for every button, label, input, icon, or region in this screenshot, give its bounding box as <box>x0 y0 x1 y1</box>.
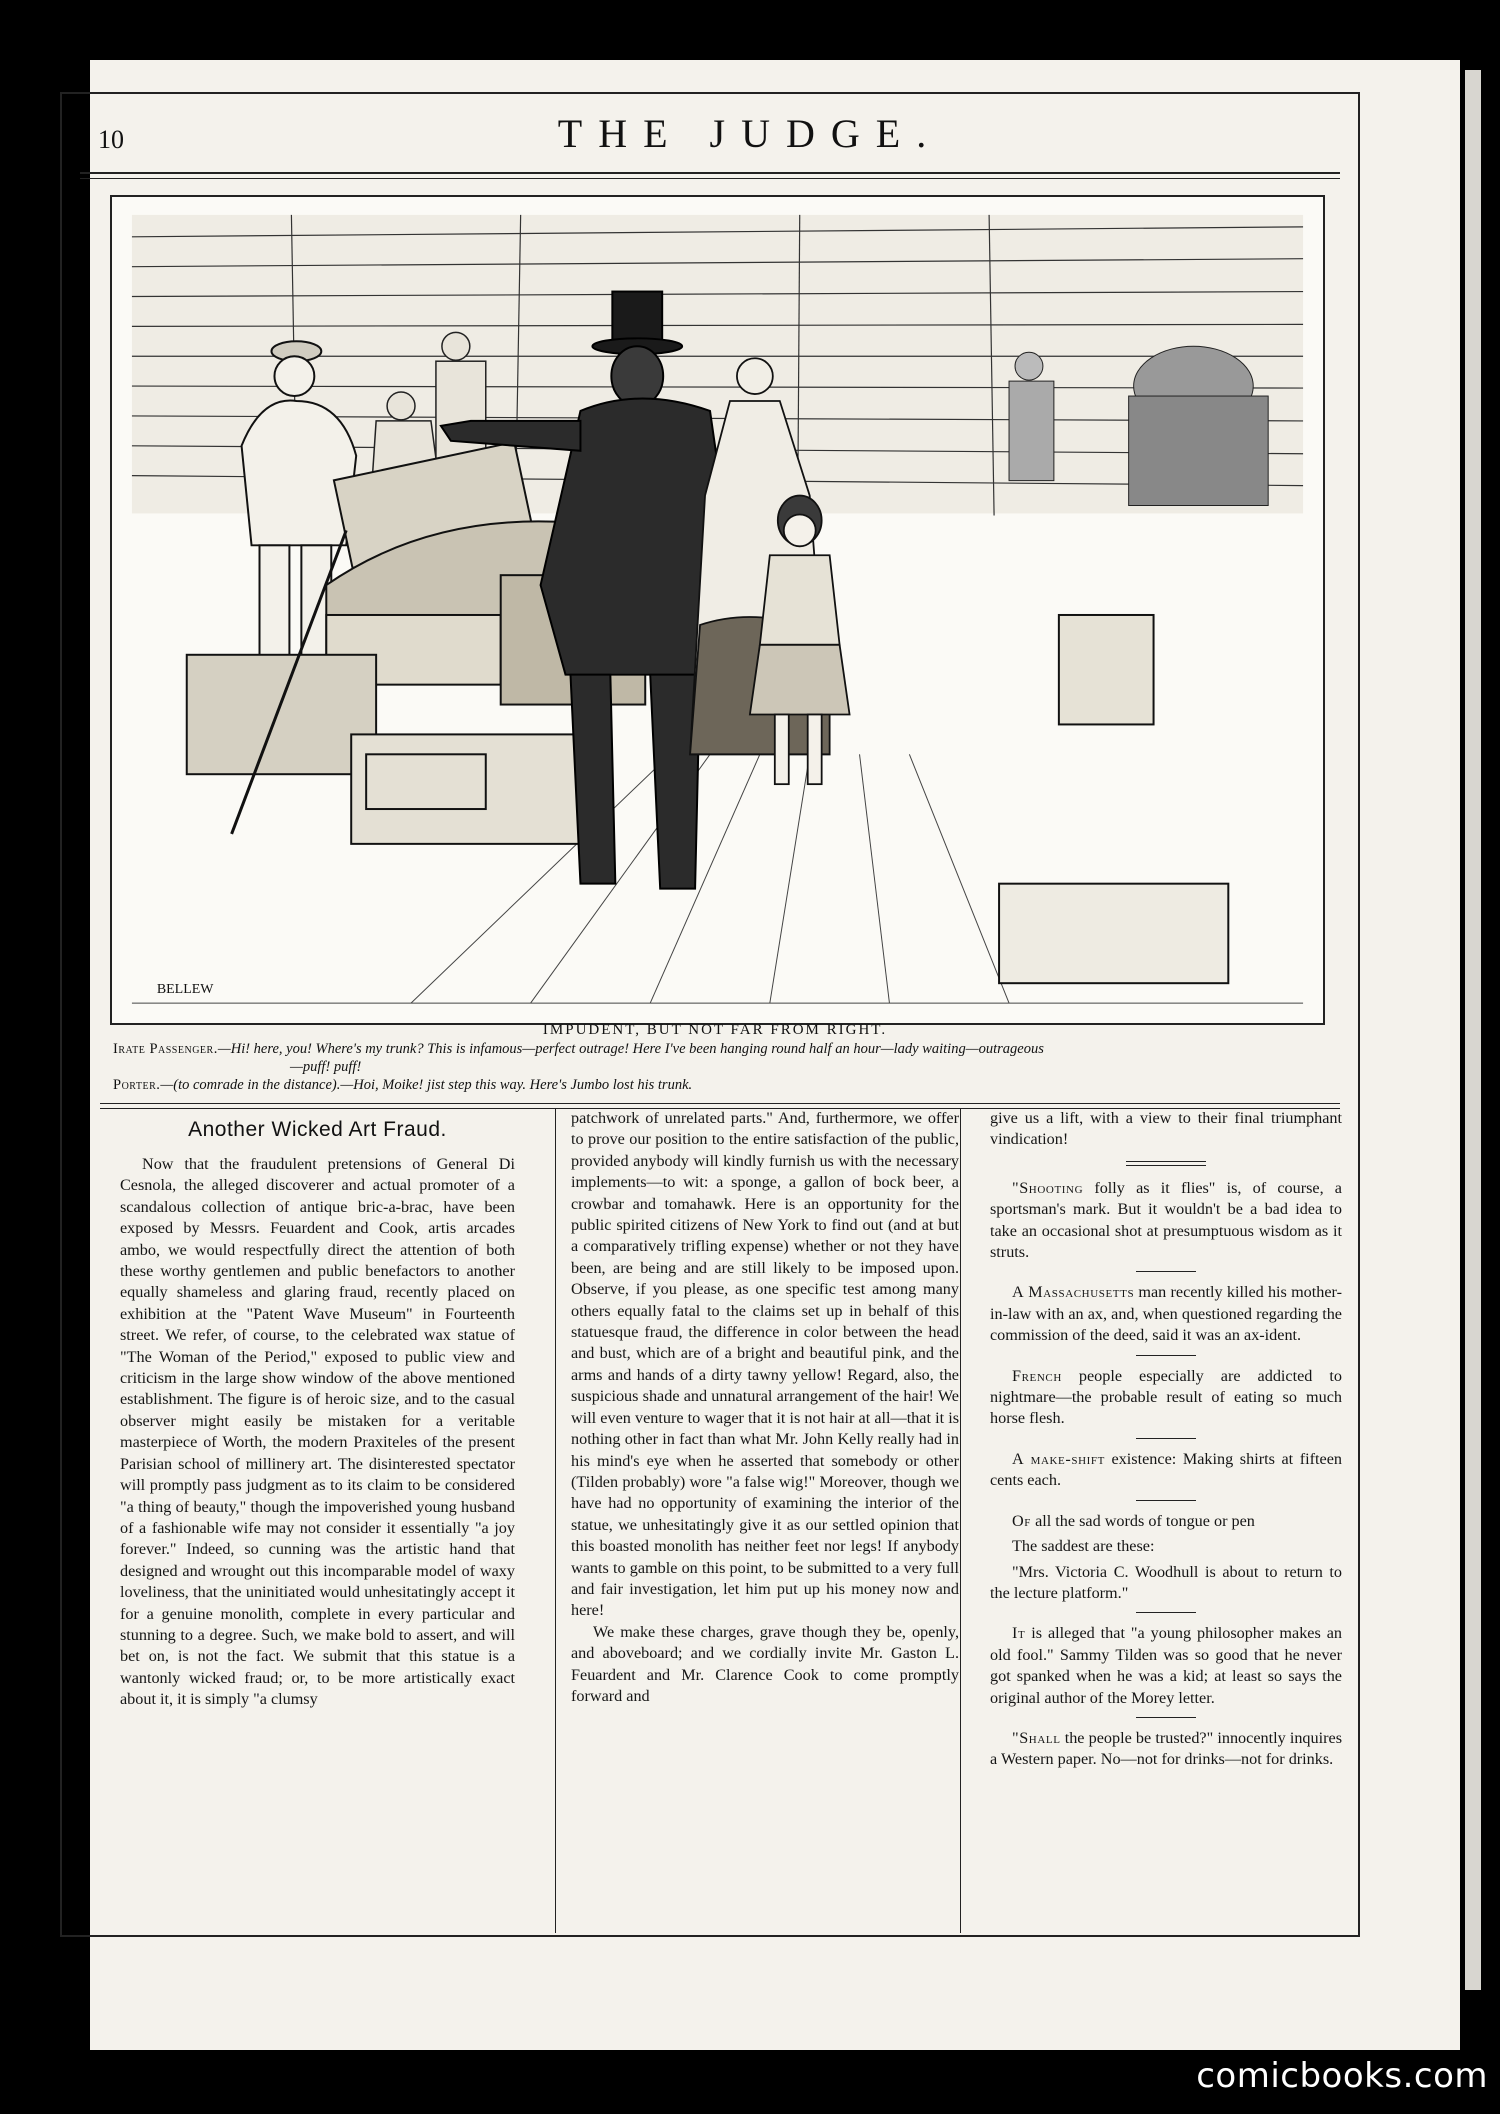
text-column-1 <box>100 1108 520 1933</box>
site-watermark: comicbooks.com <box>1196 2056 1488 2096</box>
caption-text: —Hi! here, you! Where's my trunk? This is infamous—perfect outrage! Here I've been hanging round half an hour—lady waiting—outrageous <box>217 1041 1044 1057</box>
caption-dialogue-porter <box>113 1076 1333 1094</box>
squib-paragraph <box>990 1623 1342 1709</box>
poem-text: all the sad words of tongue or pen <box>1031 1511 1255 1530</box>
squib-paragraph <box>990 1178 1342 1264</box>
poem-lead: Of <box>1012 1511 1032 1530</box>
column-divider <box>555 1108 556 1933</box>
caption-dialogue-continuation <box>290 1058 361 1076</box>
cartoon-illustration <box>110 195 1325 1025</box>
squib-paragraph <box>990 1728 1342 1771</box>
rule-separator <box>1136 1612 1196 1613</box>
rule-separator <box>1136 1500 1196 1501</box>
poem-line <box>990 1511 1342 1532</box>
rule-separator <box>1136 1438 1196 1439</box>
text-column-3 <box>970 1108 1350 1933</box>
caption-speaker: Irate Passenger. <box>113 1041 218 1057</box>
rule-separator <box>1136 1271 1196 1272</box>
squib-text: is alleged that "a young philosopher makes an old fool." Sammy Tilden was so good that he never got spanked when he was a kid; at least so says the original author of the Morey letter. <box>990 1624 1342 1707</box>
masthead-title: THE JUDGE. <box>557 111 943 156</box>
article-paragraph: patchwork of unrelated parts." And, furthermore, we offer to prove our position to the entire satisfaction of the public, provided anybody will kindly furnish us with the necessary implements—to wit: a sponge, a gallon of bock beer, a crowbar and tomahawk. Here is an opportunity for the public spirited citizens of New York to find out (and at but a comparatively trifling expense) whether or not they have been, are being and are still likely to be imposed upon. Observe, if you please, as one specific test among many others equally fatal to the claims set up in behalf of this statuesque fraud, the difference in color between the head and bust, which are of a bright and beautiful pink, and the arms and hands of a dirty tawny yellow! Regard, also, the suspicious shade and unnatural arrangement of the hair! We will even venture to wager that it is not hair at all—that it is nothing other in fact than what Mr. John Kelly really had in his mind's eye when he asserted that somebody or other (Tilden probably) wore "a false wig!" Moreover, though we have had no opportunity of examining the interior of the statue, we unhesitatingly give it as our settled opinion that this boasted monolith has neither feet nor legs! If anybody wants to gamble on this point, to be submitted to a very full and fair investigation, let him put up his money now and here! <box>571 1109 959 1620</box>
rule-separator <box>1136 1717 1196 1718</box>
squib-lead: A Massachusetts <box>1012 1283 1135 1302</box>
double-rule-separator <box>1126 1161 1206 1166</box>
caption-speaker: Porter. <box>113 1077 161 1093</box>
cartoon-caption-title: IMPUDENT, BUT NOT FAR FROM RIGHT. <box>542 1022 888 1038</box>
article-paragraph: give us a lift, with a view to their final triumphant vindication! <box>990 1109 1342 1149</box>
article-headline: Another Wicked Art Fraud. <box>188 1118 447 1141</box>
squib-lead: "Shall <box>1012 1728 1061 1747</box>
cartoon-engraving <box>112 197 1323 1023</box>
scan-border <box>0 0 1500 60</box>
squib-paragraph <box>990 1449 1342 1492</box>
article-paragraph: We make these charges, grave though they be, openly, and aboveboard; and we cordially invite Mr. Gaston L. Feuardent and Mr. Clarence Cook to come promptly forward and <box>571 1622 959 1705</box>
caption-text: —(to comrade in the distance).—Hoi, Moike! jist step this way. Here's Jumbo lost his trunk. <box>160 1077 693 1093</box>
squib-text: the people be trusted?" innocently inquires a Western paper. No—not for drinks—not for drinks. <box>990 1728 1342 1769</box>
squib-text: man recently killed his mother-in-law with an ax, and, when questioned regarding the commission of the deed, said it was an ax-ident. <box>990 1283 1343 1345</box>
poem-line: "Mrs. Victoria C. Woodhull is about to return to the lecture platform." <box>990 1562 1342 1602</box>
caption-dialogue-passenger <box>113 1040 1333 1058</box>
text-column-2 <box>565 1108 965 1933</box>
squib-lead: French <box>1012 1366 1062 1385</box>
squib-text: existence: Making shirts at fifteen cents each. <box>990 1449 1342 1490</box>
squib-text: people especially are addicted to nightmare—the probable result of eating so much horse flesh. <box>990 1366 1342 1428</box>
squib-lead: It <box>1012 1624 1026 1643</box>
adjacent-page-edge <box>1465 70 1481 1990</box>
squib-lead: "Shooting <box>1012 1178 1084 1197</box>
caption-text: —puff! puff! <box>290 1059 362 1075</box>
squib-lead: A make-shift <box>1012 1449 1105 1468</box>
squib-paragraph <box>990 1366 1342 1430</box>
section-rule <box>100 1103 1340 1104</box>
poem-line: The saddest are these: <box>1012 1537 1155 1556</box>
article-paragraph: Now that the fraudulent pretensions of General Di Cesnola, the alleged discoverer and actual promoter of a scandalous collection of antique bric-a-brac, have been exposed by Messrs. Feuardent and Cook, artis arcades ambo, we would respectfully direct the attention of both these worthy gentlemen and public benefactors to another equally shameless and glaring fraud, recently placed on exhibition at the "Patent Wave Museum" in Fourteenth street. We refer, of course, to the celebrated wax statue of "The Woman of the Period," exposed to public view and criticism in the large show window of the above mentioned establishment. The figure is of heroic size, and to the casual observer might easily be mistaken for a veritable masterpiece of Worth, the modern Praxiteles of the present Parisian school of millinery art. The disinterested spectator will promptly pass judgment as to its claim to be considered "a thing of beauty," though the impoverished young husband of a fashionable wife may not consider it essentially "a joy forever." Indeed, so cunning was the artistic hand that designed and wrought out this incomparable model of waxy loveliness, that the uninitiated would unhesitatingly accept it for a genuine monolith, complete in every particular and stunning to a degree. Such, we make bold to assert, and will bet on, is not the fact. We submit that this statue is a wantonly wicked fraud; or, to be more artistically exact about it, it is simply "a clumsy <box>120 1155 515 1709</box>
artist-signature: BELLEW <box>156 982 214 998</box>
squib-text: folly as it flies" is, of course, a sportsman's mark. But it wouldn't be a bad idea to take an occasional shot at presumptuous wisdom as it struts. <box>990 1178 1342 1262</box>
rule-separator <box>1136 1355 1196 1356</box>
page-number: 10 <box>98 125 124 154</box>
squib-paragraph <box>990 1282 1342 1346</box>
masthead-rule-thin <box>80 178 1340 179</box>
masthead-rule <box>80 172 1340 174</box>
